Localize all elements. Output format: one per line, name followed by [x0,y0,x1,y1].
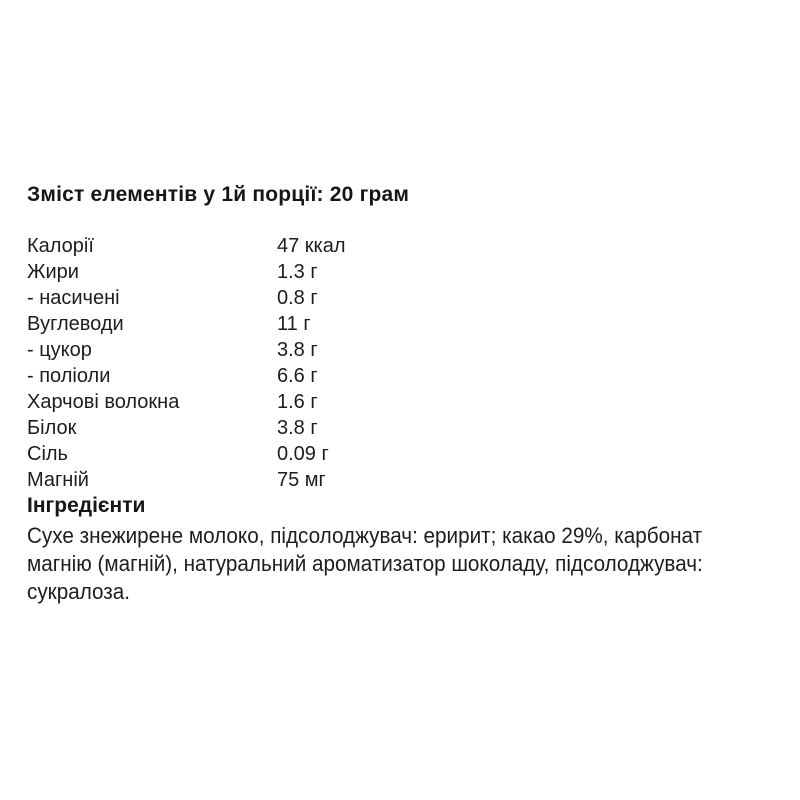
nutrient-label: - поліоли [27,365,111,387]
nutrient-value: 11 г [277,313,311,335]
nutrient-value: 6.6 г [277,365,318,387]
nutrient-label: Магній [27,469,89,491]
table-row [27,415,782,441]
nutrition-title: Зміст елементів у 1й порції: 20 грам [27,183,410,206]
ingredients-line: магнію (магній), натуральний ароматизатор шоколаду, підсолоджувач: [27,551,703,576]
nutrition-table [27,233,782,493]
nutrition-panel [27,183,782,606]
nutrient-value: 75 мг [277,469,326,491]
table-row [27,233,782,259]
table-row [27,441,782,467]
ingredients-heading: Інгредієнти [27,494,146,517]
table-row [27,311,782,337]
nutrient-label: - насичені [27,287,120,309]
table-row [27,259,782,285]
nutrient-value: 0.09 г [277,443,329,465]
nutrient-label: Калорії [27,235,94,257]
nutrient-value: 3.8 г [277,339,318,361]
nutrient-value: 1.6 г [277,391,318,413]
nutrient-label: - цукор [27,339,92,361]
table-row [27,363,782,389]
table-row [27,337,782,363]
table-row [27,467,782,493]
nutrient-value: 0.8 г [277,287,318,309]
nutrient-label: Вуглеводи [27,313,124,335]
ingredients-text [27,522,737,606]
nutrient-value: 1.3 г [277,261,318,283]
nutrient-label: Білок [27,417,77,439]
nutrient-label: Харчові волокна [27,391,180,413]
ingredients-line: сукралоза. [27,579,131,604]
nutrient-label: Жири [27,261,79,283]
table-row [27,285,782,311]
table-row [27,389,782,415]
nutrient-value: 3.8 г [277,417,318,439]
ingredients-line: Сухе знежирене молоко, підсолоджувач: еририт; какао 29%, карбонат [27,523,703,548]
nutrient-label: Сіль [27,443,68,465]
nutrient-value: 47 ккал [277,235,346,257]
